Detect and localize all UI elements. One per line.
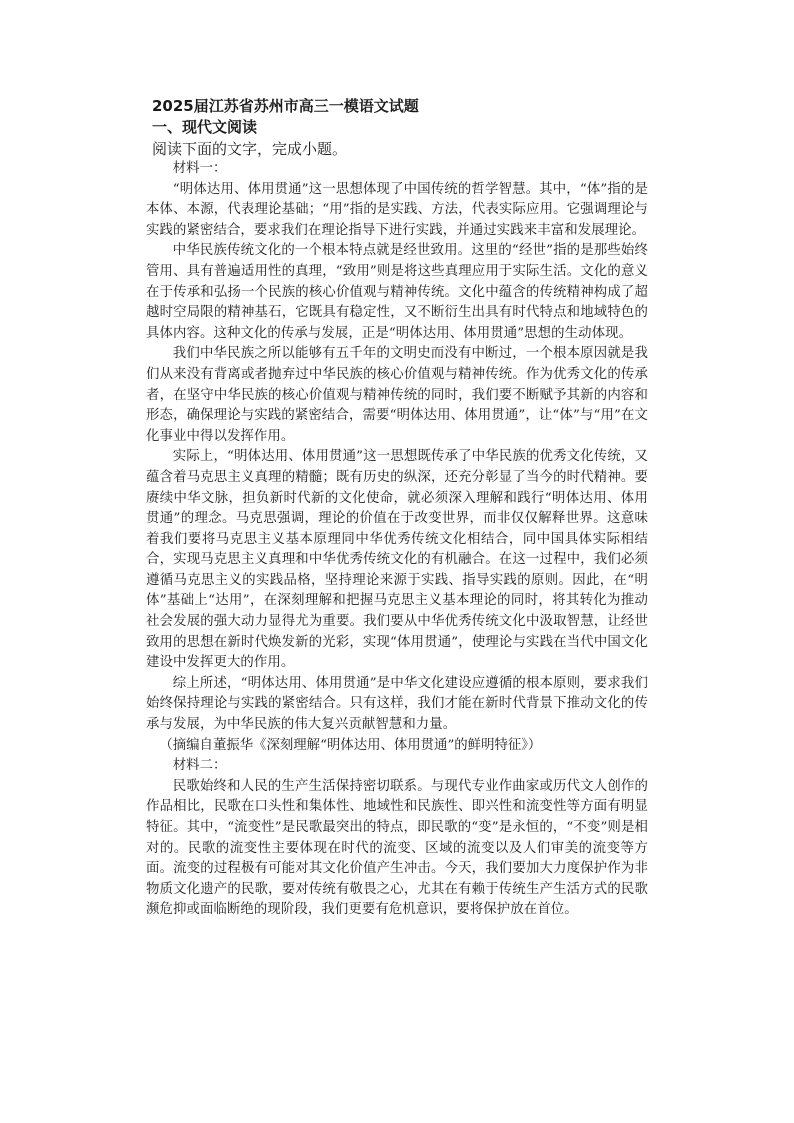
material-1-source: （摘编自董振华《深刻理解“明体达用、体用贯通”的鲜明特征》） [159, 737, 542, 753]
material-1-paragraph-3: 我们中华民族之所以能够有五千年的文明史而没有中断过，一个根本原因就是我们从来没有背离或者抛弃过中华民族的核心价值观与精神传统。作为优秀文化的传承者，在坚守中华民族的核心价值观与精神传统的同时，我们要不断赋予其新的内容和形态，确保理论与实践的紧密结合，需要“明体达用、体用贯通”，让“体”与“用”在文化事业中得以发挥作用。 [146, 346, 648, 444]
instruction-text: 阅读下面的文字，完成小题。 [152, 140, 348, 158]
section-heading: 一、现代文阅读 [152, 118, 258, 136]
material-2-label: 材料二： [172, 758, 227, 774]
material-1-paragraph-4: 实际上，“明体达用、体用贯通”这一思想既传承了中华民族的优秀文化传统，又蕴含着马克思主义真理的精髓；既有历史的纵深，还充分彰显了当今的时代精神。要赓续中华文脉，担负新时代新的文化使命，就必须深入理解和践行“明体达用、体用贯通”的理念。马克思强调，理论的价值在于改变世界，而非仅仅解释世界。这意味着我们要将马克思主义基本原理同中华优秀传统文化相结合，同中国具体实际相结合，实现马克思主义真理和中华优秀传统文化的有机融合。在这一过程中，我们必须遵循马克思主义的实践品格，坚持理论来源于实践、指导实践的原则。因此，在“明体”基础上“达用”，在深刻理解和把握马克思主义基本理论的同时，将其转化为推动社会发展的强大动力显得尤为重要。我们要从中华优秀传统文化中汲取智慧，让经世致用的思想在新时代焕发新的光彩，实现“体用贯通”，使理论与实践在当代中国文化建设中发挥更大的作用。 [146, 449, 648, 671]
material-1-paragraph-5: 综上所述，“明体达用、体用贯通”是中华文化建设应遵循的根本原则，要求我们始终保持理论与实践的紧密结合。只有这样，我们才能在新时代背景下推动文化的传承与发展，为中华民族的伟大复兴贡献智慧和力量。 [146, 675, 648, 733]
material-1-paragraph-1: “明体达用、体用贯通”这一思想体现了中国传统的哲学智慧。其中，“体”指的是本体、本源，代表理论基础；“用”指的是实践、方法，代表实际应用。它强调理论与实践的紧密结合，要求我们在理论指导下进行实践，并通过实践来丰富和发展理论。 [146, 181, 648, 238]
document-title: 2025届江苏省苏州市高三一模语文试题 [152, 97, 419, 115]
material-1-paragraph-2: 中华民族传统文化的一个根本特点就是经世致用。这里的“经世”指的是那些始终管用、具有普遍适用性的真理，“致用”则是将这些真理应用于实际生活。文化的意义在于传承和弘扬一个民族的核心价值观与精神传统。文化中蕴含的传统精神构成了超越时空局限的精神基石，它既具有稳定性，又不断衍生出具有时代特点和地域特色的具体内容。这种文化的传承与发展，正是“明体达用、体用贯通”思想的生动体现。 [146, 243, 648, 341]
material-2-paragraph-1: 民歌始终和人民的生产生活保持密切联系。与现代专业作曲家或历代文人创作的作品相比，民歌在口头性和集体性、地域性和民族性、即兴性和流变性等方面有明显特征。其中，“流变性”是民歌最突出的特点，即民歌的“变”是永恒的，“不变”则是相对的。民歌的流变性主要体现在时代的流变、区域的流变以及人们审美的流变等方面。流变的过程极有可能对其文化价值产生冲击。今天，我们要加大力度保护作为非物质文化遗产的民歌，要对传统有敬畏之心，尤其在有赖于传统生产生活方式的民歌濒危抑或面临断绝的现阶段，我们更要有危机意识，要将保护放在首位。 [146, 778, 648, 918]
material-1-label: 材料一： [172, 161, 227, 176]
